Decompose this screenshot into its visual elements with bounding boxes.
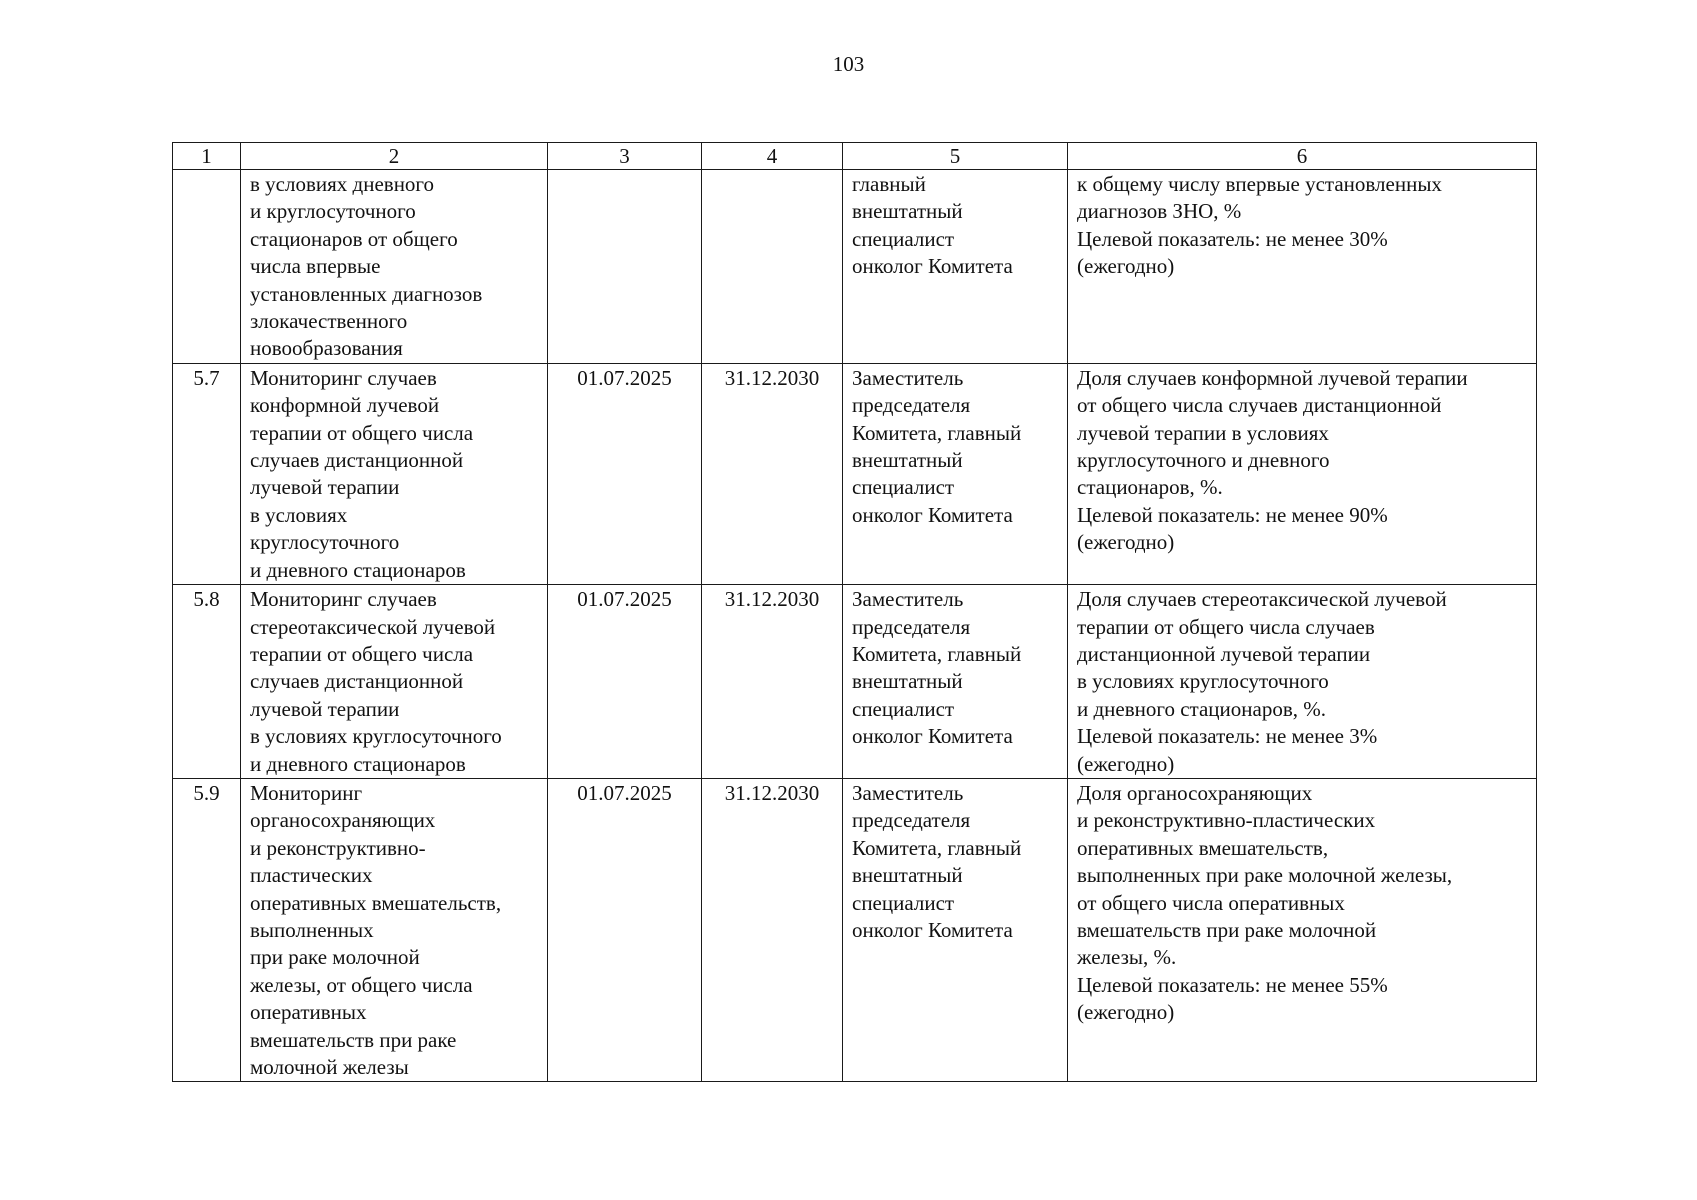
row-number: 5.8 bbox=[173, 585, 241, 779]
action-cell: в условиях дневного и круглосуточного стационаров от общего числа впервые установленных диагнозов злокачественного новообразования bbox=[241, 170, 548, 364]
result-cell: Доля случаев конформной лучевой терапии от общего числа случаев дистанционной лучевой терапии в условиях круглосуточного и дневного стационаров, %. Целевой показатель: не менее 90% (ежегодно) bbox=[1068, 363, 1537, 584]
header-cell: 6 bbox=[1068, 143, 1537, 170]
row-number bbox=[173, 170, 241, 364]
start-date-cell: 01.07.2025 bbox=[548, 778, 702, 1081]
responsible-cell: Заместитель председателя Комитета, главный внештатный специалист онколог Комитета bbox=[843, 363, 1068, 584]
table-row bbox=[173, 363, 1537, 584]
end-date-cell bbox=[702, 170, 843, 364]
table-row bbox=[173, 778, 1537, 1081]
row-number: 5.7 bbox=[173, 363, 241, 584]
end-date-cell: 31.12.2030 bbox=[702, 363, 843, 584]
result-cell: Доля случаев стереотаксической лучевой терапии от общего числа случаев дистанционной лучевой терапии в условиях круглосуточного и дневного стационаров, %. Целевой показатель: не менее 3% (ежегодно) bbox=[1068, 585, 1537, 779]
header-cell: 1 bbox=[173, 143, 241, 170]
end-date-cell: 31.12.2030 bbox=[702, 585, 843, 779]
page-number: 103 bbox=[832, 52, 865, 76]
responsible-cell: Заместитель председателя Комитета, главный внештатный специалист онколог Комитета bbox=[843, 778, 1068, 1081]
header-cell: 4 bbox=[702, 143, 843, 170]
end-date-cell: 31.12.2030 bbox=[702, 778, 843, 1081]
header-cell: 2 bbox=[241, 143, 548, 170]
result-cell: к общему числу впервые установленных диагнозов ЗНО, % Целевой показатель: не менее 30% (ежегодно) bbox=[1068, 170, 1537, 364]
row-number: 5.9 bbox=[173, 778, 241, 1081]
start-date-cell: 01.07.2025 bbox=[548, 585, 702, 779]
action-cell: Мониторинг случаев конформной лучевой терапии от общего числа случаев дистанционной лучевой терапии в условиях круглосуточного и дневного стационаров bbox=[241, 363, 548, 584]
result-cell: Доля органосохраняющих и реконструктивно-пластических оперативных вмешательств, выполненных при раке молочной железы, от общего числа оперативных вмешательств при раке молочной железы, %. Целевой показатель: не менее 55% (ежегодно) bbox=[1068, 778, 1537, 1081]
start-date-cell: 01.07.2025 bbox=[548, 363, 702, 584]
table-row bbox=[173, 170, 1537, 364]
plan-table bbox=[172, 142, 1537, 1082]
header-cell: 5 bbox=[843, 143, 1068, 170]
action-cell: Мониторинг органосохраняющих и реконструктивно- пластических оперативных вмешательств, выполненных при раке молочной железы, от общего числа оперативных вмешательств при раке молочной железы bbox=[241, 778, 548, 1081]
action-cell: Мониторинг случаев стереотаксической лучевой терапии от общего числа случаев дистанционной лучевой терапии в условиях круглосуточного и дневного стационаров bbox=[241, 585, 548, 779]
start-date-cell bbox=[548, 170, 702, 364]
table-row bbox=[173, 585, 1537, 779]
responsible-cell: главный внештатный специалист онколог Комитета bbox=[843, 170, 1068, 364]
header-cell: 3 bbox=[548, 143, 702, 170]
responsible-cell: Заместитель председателя Комитета, главный внештатный специалист онколог Комитета bbox=[843, 585, 1068, 779]
header-row bbox=[173, 143, 1537, 170]
